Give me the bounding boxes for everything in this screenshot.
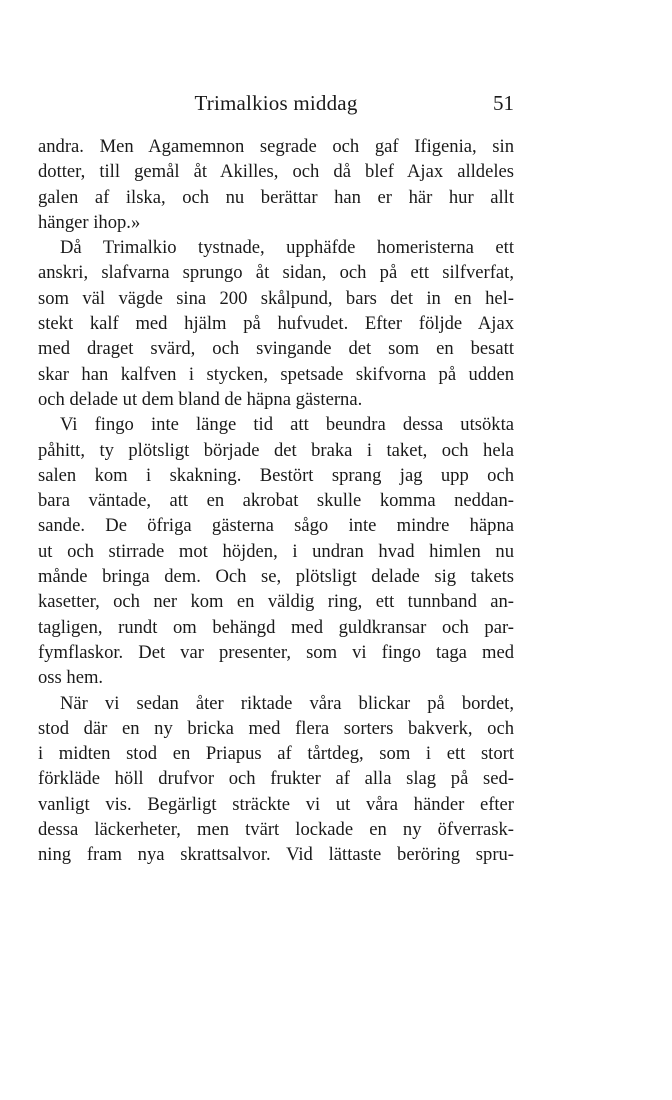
text-line: månde bringa dem. Och se, plötsligt delade sig takets (38, 566, 514, 588)
running-title: Trimalkios middag (194, 91, 358, 115)
text-line: andra. Men Agamemnon segrade och gaf Ifigenia, sin (38, 136, 514, 157)
text-line: dessa läckerheter, men tvärt lockade en ny öfverrask- (38, 819, 514, 841)
text-line: som väl vägde sina 200 skålpund, bars det in en hel- (38, 287, 514, 309)
page-number: 51 (493, 91, 514, 115)
text-line: dotter, till gemål åt Akilles, och då blef Ajax alldeles (38, 161, 514, 183)
text-line: kasetter, och ner kom en väldig ring, ett tunnband an- (38, 591, 514, 613)
text-line: tagligen, rundt om behängd med guldkransar och par- (38, 616, 514, 638)
text-line: salen kom i skakning. Bestört sprang jag upp och (38, 464, 514, 486)
text-line: vanligt vis. Begärligt sträckte vi ut våra händer efter (38, 793, 514, 815)
text-line: med draget svärd, och svingande det som en besatt (38, 338, 514, 360)
text-line: förkläde höll drufvor och frukter af alla slag på sed- (38, 768, 514, 790)
text-line: och delade ut dem bland de häpna gästerna. (38, 388, 363, 410)
text-line: anskri, slafvarna sprungo åt sidan, och på ett silfverfat, (38, 262, 514, 284)
text-line: sande. De öfriga gästerna sågo inte mindre häpna (38, 515, 514, 537)
text-line: ning fram nya skrattsalvor. Vid lättaste beröring spru- (38, 844, 514, 866)
body-text (38, 134, 514, 868)
text-line: fymflaskor. Det var presenter, som vi fingo taga med (38, 641, 514, 663)
text-line: hänger ihop.» (38, 211, 141, 233)
text-line: påhitt, ty plötsligt började det braka i taket, och hela (38, 439, 514, 461)
text-line: skar han kalfven i stycken, spetsade skifvorna på udden (38, 363, 514, 385)
text-line: stod där en ny bricka med flera sorters bakverk, och (38, 717, 514, 739)
text-line: stekt kalf med hjälm på hufvudet. Efter följde Ajax (38, 313, 514, 335)
text-line: i midten stod en Priapus af tårtdeg, som i ett stort (38, 743, 514, 765)
running-header (38, 88, 514, 118)
text-line: När vi sedan åter riktade våra blickar på bordet, (60, 692, 514, 714)
text-line: galen af ilska, och nu berättar han er här hur allt (38, 186, 514, 208)
text-line: ut och stirrade mot höjden, i undran hvad himlen nu (38, 540, 514, 562)
text-line: Vi fingo inte länge tid att beundra dessa utsökta (60, 414, 514, 436)
text-line: Då Trimalkio tystnade, upphäfde homeristerna ett (60, 237, 514, 259)
text-line: bara väntade, att en akrobat skulle komma neddan- (38, 490, 514, 512)
text-line: oss hem. (38, 667, 104, 689)
